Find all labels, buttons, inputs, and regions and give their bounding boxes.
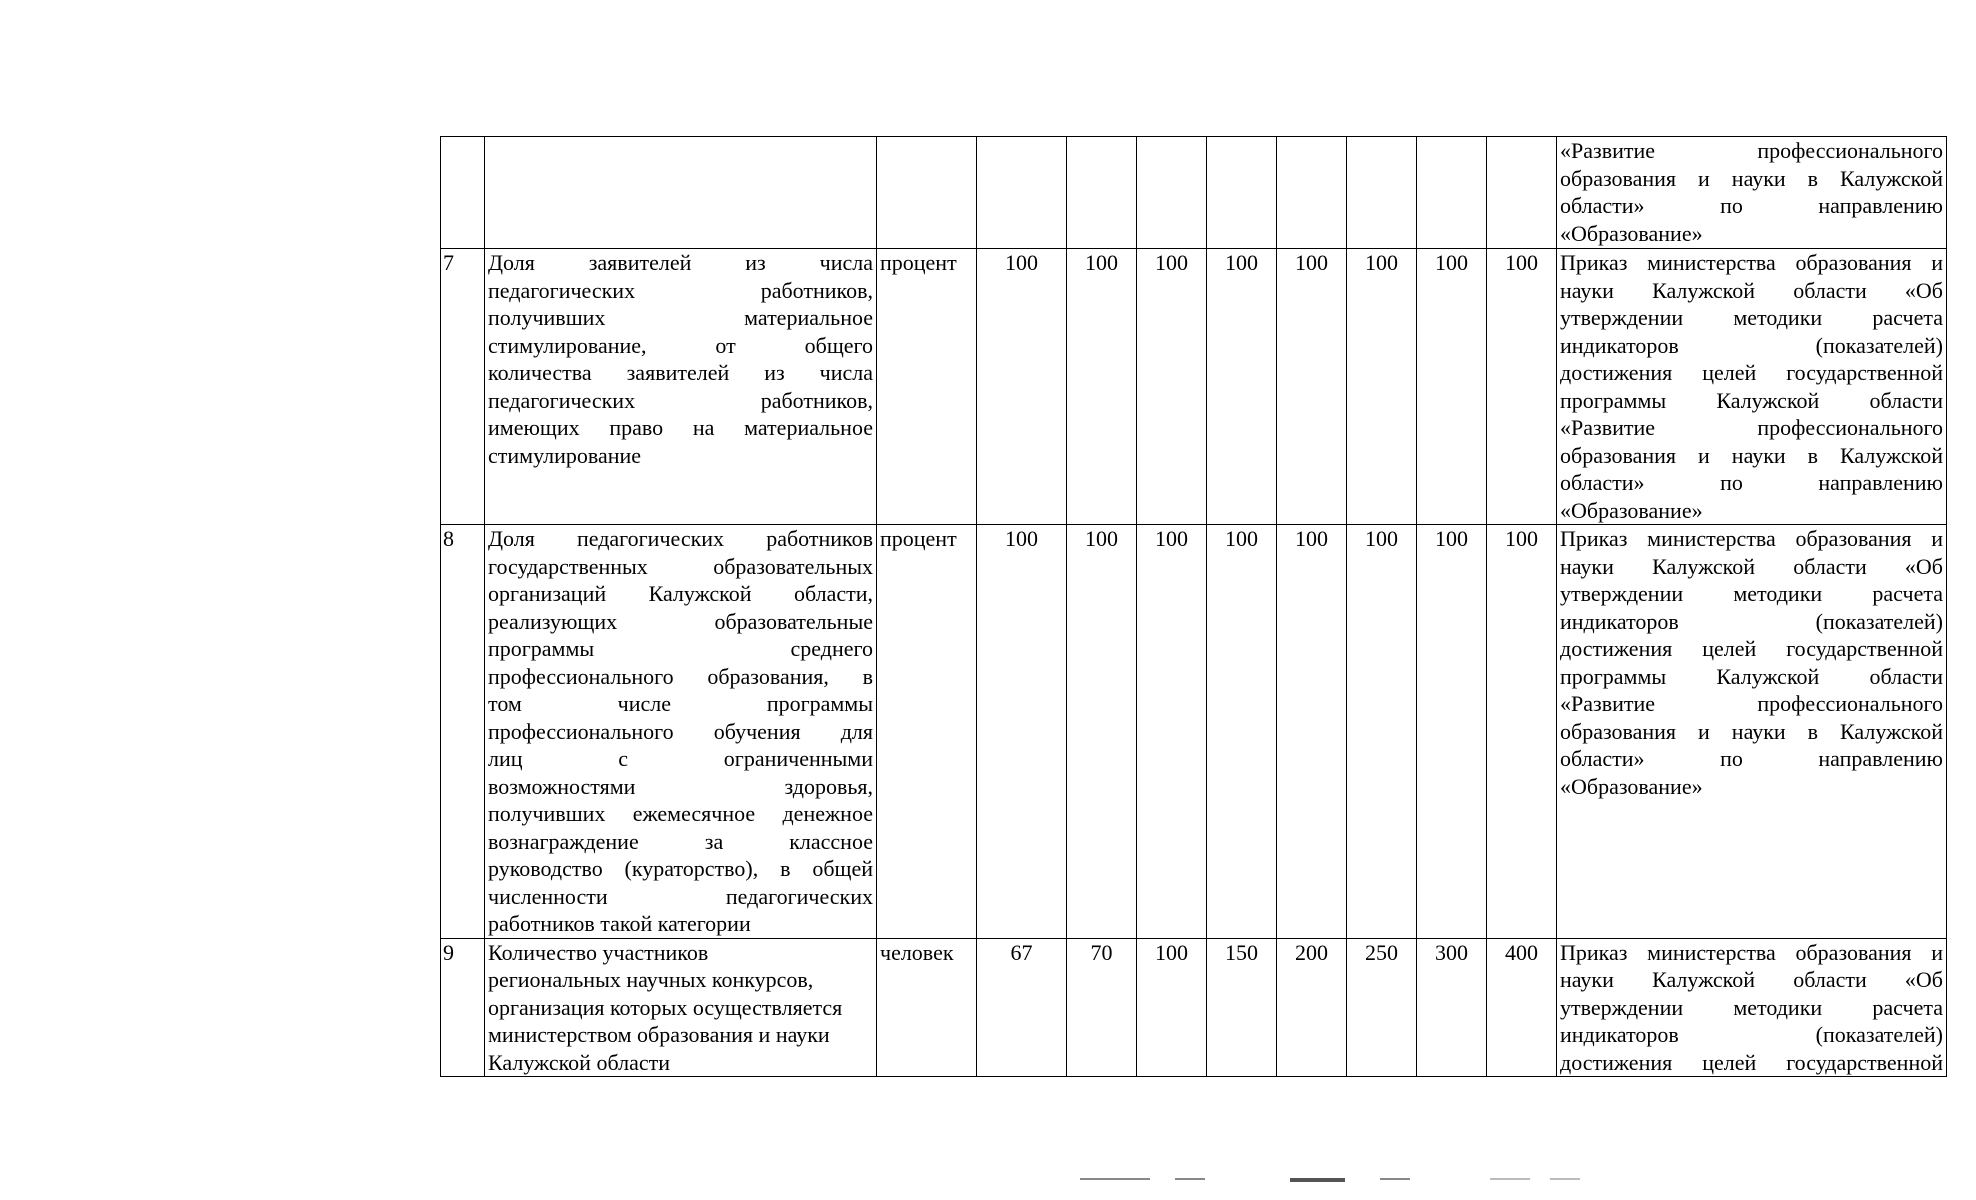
description-cell (485, 249, 877, 525)
description-line: Доля педагогических работников (488, 526, 873, 551)
source-text-line: утверждении методики расчета (1560, 581, 1943, 606)
value-cell (1137, 137, 1207, 249)
value-cell (1277, 137, 1347, 249)
description-line: профессионального обучения для (488, 718, 873, 744)
description-line: количества заявителей из числа (488, 360, 873, 385)
row-number: 9 (441, 938, 485, 1077)
unit-cell (877, 137, 977, 249)
value-cell: 100 (1487, 525, 1557, 939)
description-line: Калужской области (488, 1049, 670, 1075)
description-line: вознаграждение за классное (488, 828, 873, 854)
description-line: профессионального образования, в (488, 663, 873, 689)
source-text-line: достижения целей государственной (1560, 360, 1943, 385)
source-cell (1557, 938, 1947, 1077)
source-text-line: науки Калужской области «Об (1560, 553, 1943, 579)
description-line: государственных образовательных (488, 553, 873, 579)
table-row (441, 249, 1947, 525)
source-cell (1557, 249, 1947, 525)
description-line: стимулирование (488, 442, 642, 468)
description-line: том числе программы (488, 691, 873, 716)
source-text-line: «Образование» (1560, 773, 1703, 799)
value-cell: 100 (1417, 249, 1487, 525)
value-cell (1347, 137, 1417, 249)
source-cell (1557, 137, 1947, 249)
source-text-line: утверждении методики расчета (1560, 305, 1943, 330)
source-text-line: индикаторов (показателей) (1560, 608, 1943, 634)
value-cell: 100 (1067, 249, 1137, 525)
value-cell: 100 (1207, 525, 1277, 939)
source-text-line: «Образование» (1560, 497, 1703, 523)
description-line: имеющих право на материальное (488, 415, 873, 440)
value-cell: 200 (1277, 938, 1347, 1077)
source-text-line: индикаторов (показателей) (1560, 332, 1943, 358)
description-line: программы среднего (488, 636, 873, 661)
source-text-line: утверждении методики расчета (1560, 994, 1943, 1020)
description-line: министерством образования и науки (488, 1022, 830, 1047)
value-cell: 100 (1487, 249, 1557, 525)
description-line: стимулирование, от общего (488, 332, 873, 358)
row-number: 7 (441, 249, 485, 525)
source-text-line: достижения целей государственной (1560, 1049, 1943, 1075)
source-text-line: Приказ министерства образования и (1560, 939, 1943, 965)
description-line: возможностями здоровья, (488, 773, 873, 799)
indicators-table (440, 136, 1947, 1077)
source-cell (1557, 525, 1947, 939)
unit-cell: процент (877, 525, 977, 939)
value-cell: 100 (1347, 249, 1417, 525)
source-text-line: области» по направлению (1560, 193, 1943, 218)
source-text-line: программы Калужской области (1560, 663, 1943, 689)
value-cell: 100 (1277, 249, 1347, 525)
source-text-line: программы Калужской области (1560, 387, 1943, 413)
source-text-line: Приказ министерства образования и (1560, 250, 1943, 275)
table-row (441, 525, 1947, 939)
value-cell (1067, 137, 1137, 249)
description-cell (485, 938, 877, 1077)
description-line: лиц с ограниченными (488, 746, 873, 771)
source-text-line: достижения целей государственной (1560, 636, 1943, 661)
source-text-line: образования и науки в Калужской (1560, 718, 1943, 744)
value-cell: 100 (977, 249, 1067, 525)
source-text-line: области» по направлению (1560, 746, 1943, 771)
source-text-line: науки Калужской области «Об (1560, 967, 1943, 992)
scan-artifact (1080, 1178, 1600, 1186)
description-line: численности педагогических (488, 883, 873, 909)
value-cell: 100 (1067, 525, 1137, 939)
description-line: работников такой категории (488, 911, 751, 936)
value-cell (1487, 137, 1557, 249)
description-cell (485, 137, 877, 249)
source-text-line: «Развитие профессионального (1560, 138, 1943, 163)
value-cell: 250 (1347, 938, 1417, 1077)
value-cell (1207, 137, 1277, 249)
description-line: организаций Калужской области, (488, 581, 873, 606)
description-line: получивших материальное (488, 305, 873, 330)
description-line: Доля заявителей из числа (488, 250, 873, 275)
row-number: 8 (441, 525, 485, 939)
value-cell: 100 (1277, 525, 1347, 939)
value-cell (1417, 137, 1487, 249)
value-cell: 100 (1347, 525, 1417, 939)
value-cell: 100 (977, 525, 1067, 939)
unit-cell: процент (877, 249, 977, 525)
source-text-line: образования и науки в Калужской (1560, 165, 1943, 191)
source-text-line: науки Калужской области «Об (1560, 277, 1943, 303)
value-cell: 100 (1137, 938, 1207, 1077)
unit-cell: человек (877, 938, 977, 1077)
value-cell: 70 (1067, 938, 1137, 1077)
value-cell: 100 (1137, 525, 1207, 939)
description-line: организация которых осуществляется (488, 994, 843, 1020)
source-text-line: «Развитие профессионального (1560, 691, 1943, 716)
description-line: получивших ежемесячное денежное (488, 801, 873, 826)
value-cell: 100 (1207, 249, 1277, 525)
description-line: Количество участников (488, 939, 709, 965)
value-cell: 100 (1137, 249, 1207, 525)
description-line: руководство (кураторство), в общей (488, 856, 873, 881)
num-cell (441, 137, 485, 249)
source-text-line: «Образование» (1560, 220, 1703, 246)
source-text-line: индикаторов (показателей) (1560, 1022, 1943, 1047)
value-cell: 400 (1487, 938, 1557, 1077)
description-line: педагогических работников, (488, 387, 873, 413)
description-cell (485, 525, 877, 939)
value-cell: 300 (1417, 938, 1487, 1077)
description-line: региональных научных конкурсов, (488, 967, 814, 992)
description-line: педагогических работников, (488, 277, 873, 303)
source-text-line: области» по направлению (1560, 470, 1943, 495)
table-row-continuation (441, 137, 1947, 249)
description-line: реализующих образовательные (488, 608, 873, 634)
table-row (441, 938, 1947, 1077)
value-cell: 150 (1207, 938, 1277, 1077)
value-cell: 100 (1417, 525, 1487, 939)
source-text-line: Приказ министерства образования и (1560, 526, 1943, 551)
source-text-line: «Развитие профессионального (1560, 415, 1943, 440)
source-text-line: образования и науки в Калужской (1560, 442, 1943, 468)
value-cell: 67 (977, 938, 1067, 1077)
value-cell (977, 137, 1067, 249)
